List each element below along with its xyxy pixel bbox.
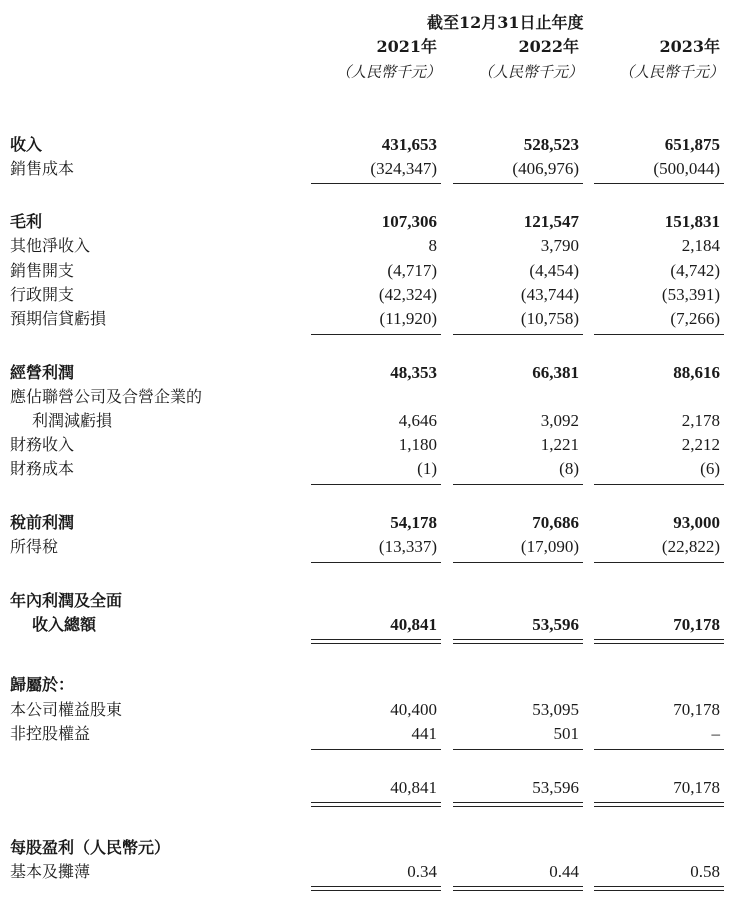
revenue-label: 收入 [10,135,43,154]
total-comprehensive-2023: 70,178 [673,615,720,634]
non-controlling-2021: 441 [411,724,437,743]
total-double-rule [311,802,441,807]
eps-2023: 0.58 [690,862,720,881]
subtotal-rule [594,183,724,184]
subtotal-rule [453,484,583,485]
operating-profit-2023: 88,616 [673,363,720,382]
income-tax-label: 所得稅 [10,537,59,556]
subtotal-rule [453,183,583,184]
subtotal-rule [453,749,583,750]
other-net-income-2022: 3,790 [540,236,579,255]
credit-losses-label: 預期信貸虧損 [10,309,107,328]
share-of-associates-2023: 2,178 [681,411,720,430]
subtotal-rule [311,484,441,485]
share-of-associates-2021: 4,646 [398,411,437,430]
finance-income-2022: 1,221 [540,435,579,454]
year-header-2023: 2023年 [659,37,720,56]
total-comprehensive-2022: 53,596 [532,615,579,634]
gross-profit-label: 毛利 [10,212,43,231]
attributable-total-2023: 70,178 [673,778,720,797]
non-controlling-2022: 501 [553,724,579,743]
selling-expenses-2023: (4,742) [670,261,720,280]
unit-header-2022: （人民幣千元） [477,63,583,81]
total-comprehensive-label-line1: 年內利潤及全面 [10,591,123,610]
total-comprehensive-label-line2: 收入總額 [32,615,97,634]
total-double-rule [453,886,583,891]
finance-costs-2021: (1) [417,459,437,478]
admin-expenses-2021: (42,324) [378,285,437,304]
income-tax-2021: (13,337) [378,537,437,556]
total-double-rule [594,639,724,644]
year-header-2022: 2022年 [518,37,579,56]
finance-costs-2023: (6) [700,459,720,478]
revenue-2021: 431,653 [381,135,437,154]
total-comprehensive-2021: 40,841 [390,615,437,634]
credit-losses-2023: (7,266) [670,309,720,328]
other-net-income-2021: 8 [428,236,437,255]
eps-heading: 每股盈利（人民幣元） [10,838,171,857]
share-of-associates-2022: 3,092 [540,411,579,430]
credit-losses-2021: (11,920) [379,309,437,328]
subtotal-rule [311,183,441,184]
equity-shareholders-2023: 70,178 [673,700,720,719]
finance-costs-label: 財務成本 [10,459,75,478]
total-double-rule [311,886,441,891]
profit-before-tax-2022: 70,686 [532,513,579,532]
gross-profit-2021: 107,306 [381,212,437,231]
equity-shareholders-2021: 40,400 [390,700,437,719]
subtotal-rule [311,334,441,335]
year-header-2021: 2021年 [376,37,437,56]
subtotal-rule [594,749,724,750]
total-double-rule [594,802,724,807]
gross-profit-2023: 151,831 [664,212,720,231]
attributable-to-heading: 歸屬於： [10,675,75,694]
attributable-total-2022: 53,596 [532,778,579,797]
credit-losses-2022: (10,758) [520,309,579,328]
period-heading: 截至12月31日止年度 [427,13,584,32]
operating-profit-2021: 48,353 [390,363,437,382]
total-double-rule [453,802,583,807]
total-double-rule [594,886,724,891]
profit-before-tax-2023: 93,000 [673,513,720,532]
cost-of-sales-2021: (324,347) [370,159,437,178]
selling-expenses-2021: (4,717) [387,261,437,280]
unit-header-2023: （人民幣千元） [618,63,724,81]
finance-income-label: 財務收入 [10,435,75,454]
subtotal-rule [311,562,441,563]
eps-2021: 0.34 [407,862,437,881]
equity-shareholders-label: 本公司權益股東 [10,700,123,719]
operating-profit-label: 經營利潤 [10,363,75,382]
income-tax-2023: (22,822) [661,537,720,556]
operating-profit-2022: 66,381 [532,363,579,382]
subtotal-rule [594,484,724,485]
profit-before-tax-label: 稅前利潤 [10,513,75,532]
revenue-2023: 651,875 [664,135,720,154]
subtotal-rule [311,749,441,750]
total-double-rule [453,639,583,644]
cost-of-sales-2023: (500,044) [653,159,720,178]
admin-expenses-label: 行政開支 [10,285,75,304]
other-net-income-label: 其他淨收入 [10,236,91,255]
selling-expenses-2022: (4,454) [529,261,579,280]
eps-2022: 0.44 [549,862,579,881]
gross-profit-2022: 121,547 [523,212,579,231]
selling-expenses-label: 銷售開支 [10,261,75,280]
finance-income-2023: 2,212 [681,435,720,454]
equity-shareholders-2022: 53,095 [532,700,579,719]
finance-income-2021: 1,180 [398,435,437,454]
finance-costs-2022: (8) [559,459,579,478]
income-tax-2022: (17,090) [520,537,579,556]
share-of-associates-label-line2: 利潤減虧損 [32,411,113,430]
share-of-associates-label-line1: 應佔聯營公司及合營企業的 [10,387,203,406]
non-controlling-label: 非控股權益 [10,724,91,743]
attributable-total-2021: 40,841 [390,778,437,797]
profit-before-tax-2021: 54,178 [390,513,437,532]
admin-expenses-2023: (53,391) [661,285,720,304]
admin-expenses-2022: (43,744) [520,285,579,304]
subtotal-rule [594,334,724,335]
cost-of-sales-2022: (406,976) [512,159,579,178]
eps-basic-diluted-label: 基本及攤薄 [10,862,91,881]
total-double-rule [311,639,441,644]
subtotal-rule [453,562,583,563]
subtotal-rule [594,562,724,563]
unit-header-2021: （人民幣千元） [335,63,441,81]
subtotal-rule [453,334,583,335]
other-net-income-2023: 2,184 [681,236,720,255]
revenue-2022: 528,523 [523,135,579,154]
non-controlling-2023: – [711,724,720,743]
cost-of-sales-label: 銷售成本 [10,159,75,178]
